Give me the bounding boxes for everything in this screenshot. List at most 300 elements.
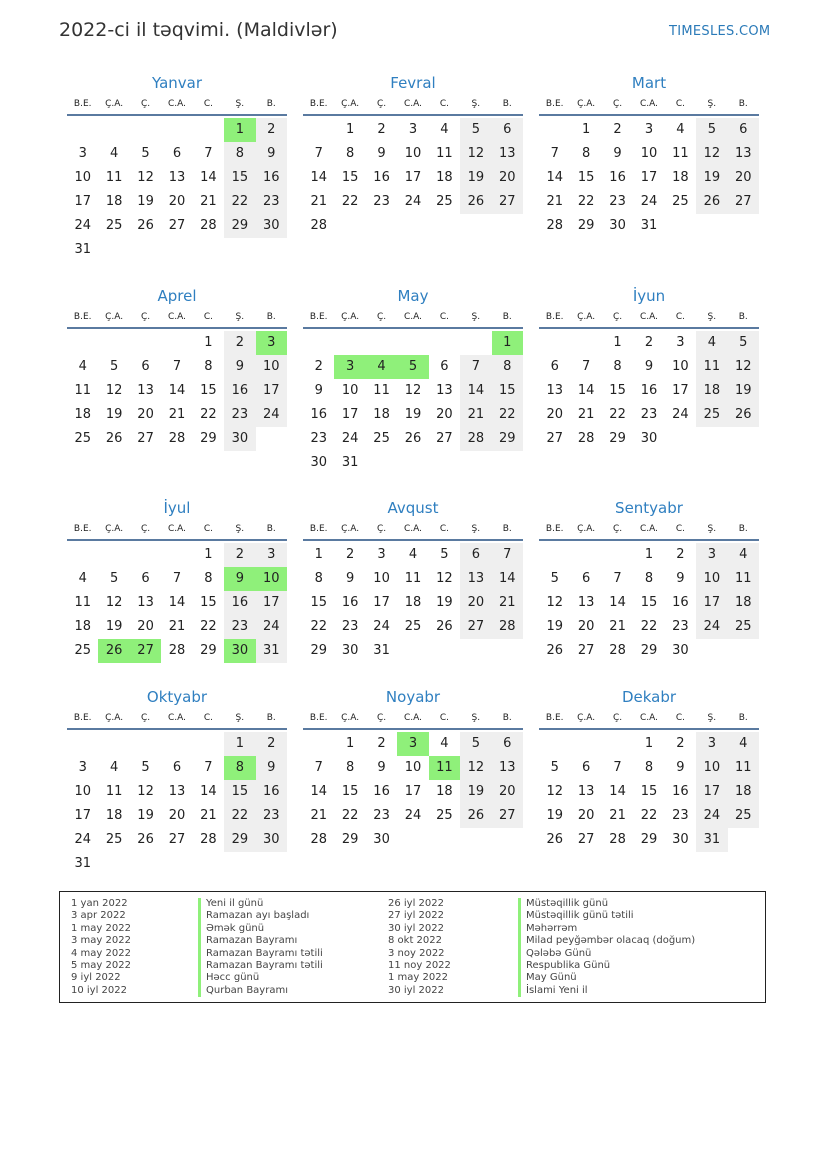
month-block	[539, 498, 759, 687]
day-cell: 4	[78, 571, 87, 586]
day-cell: 13	[168, 784, 186, 799]
day-cell: 9	[676, 571, 685, 586]
day-cell: 20	[492, 166, 523, 190]
day-cell: 14	[546, 170, 563, 185]
day-cell: 4	[440, 736, 449, 751]
day-cell: 12	[404, 383, 422, 398]
day-cell: 5	[550, 760, 559, 775]
day-cell: 22	[200, 407, 217, 422]
weekday-label: B.	[266, 312, 276, 322]
legend-holiday-name: Müstəqillik günü tətili	[518, 910, 695, 922]
header-rule	[67, 114, 287, 116]
day-cell: 16	[672, 784, 689, 799]
day-cell: 31	[74, 242, 91, 257]
legend-holiday-name: Ramazan Bayramı	[198, 935, 323, 947]
day-cell: 27	[546, 431, 563, 446]
day-cell: 23	[373, 194, 390, 209]
day-grid	[67, 331, 287, 475]
day-cell: 19	[137, 808, 154, 823]
weekday-label: C.A.	[639, 99, 658, 109]
day-cell: 2	[345, 547, 355, 562]
weekday-label: C.	[439, 99, 449, 109]
day-cell: 1	[345, 122, 355, 137]
holiday-day: 10	[256, 567, 287, 591]
day-cell: 4	[676, 122, 685, 137]
weekday-label: Ç.A.	[577, 99, 596, 109]
day-cell: 16	[310, 407, 327, 422]
weekday-header	[67, 522, 287, 536]
day-cell: 6	[440, 359, 449, 374]
day-cell: 23	[310, 431, 327, 446]
day-cell: 25	[696, 403, 727, 427]
day-cell: 26	[137, 832, 154, 847]
day-cell: 8	[345, 146, 355, 161]
day-cell: 26	[546, 832, 563, 847]
day-cell: 7	[460, 355, 491, 379]
day-cell: 14	[200, 170, 217, 185]
weekday-label: Ş.	[707, 524, 717, 534]
brand-link[interactable]: TIMESLES.COM	[669, 24, 771, 39]
legend-date: 30 iyl 2022	[388, 984, 445, 996]
day-cell: 31	[256, 639, 287, 663]
day-cell: 17	[672, 383, 689, 398]
weekday-label: Ş.	[471, 312, 481, 322]
day-cell: 29	[341, 832, 359, 847]
day-cell: 5	[460, 118, 491, 142]
day-cell: 14	[168, 595, 186, 610]
day-cell: 4	[696, 331, 727, 355]
day-cell: 7	[204, 146, 213, 161]
day-cell: 12	[460, 756, 491, 780]
holiday-day: 3	[334, 355, 365, 379]
day-cell: 20	[577, 619, 595, 634]
day-cell: 14	[168, 383, 186, 398]
day-cell: 22	[200, 619, 217, 634]
day-cell: 29	[609, 431, 626, 446]
day-cell: 28	[577, 431, 595, 446]
header-rule	[539, 114, 759, 116]
legend-date: 9 iyl 2022	[71, 972, 121, 984]
day-cell: 9	[345, 571, 355, 586]
day-cell: 20	[492, 780, 523, 804]
weekday-label: Ç.A.	[105, 99, 124, 109]
day-cell: 19	[105, 619, 123, 634]
day-cell: 11	[105, 784, 123, 799]
day-cell: 18	[696, 379, 727, 403]
holiday-day: 1	[224, 118, 255, 142]
day-grid	[303, 732, 523, 876]
weekday-label: C.A.	[403, 713, 422, 723]
month-name: Yanvar	[151, 74, 203, 92]
day-cell: 27	[492, 190, 523, 214]
day-cell: 12	[460, 142, 491, 166]
weekday-label: Ş.	[707, 713, 717, 723]
day-cell: 12	[105, 595, 123, 610]
weekday-label: C.A.	[167, 524, 186, 534]
day-cell: 7	[172, 359, 182, 374]
day-cell: 3	[78, 760, 87, 775]
day-cell: 14	[609, 784, 626, 799]
legend-holiday-name: Milad peyğəmbər olacaq (doğum)	[518, 935, 695, 947]
day-cell: 13	[168, 170, 186, 185]
day-cell: 7	[314, 146, 323, 161]
day-cell: 16	[224, 379, 255, 403]
header-rule	[67, 327, 287, 329]
legend-holiday-name: Müstəqillik günü	[518, 898, 695, 910]
day-cell: 25	[436, 808, 453, 823]
legend-date: 27 iyl 2022	[388, 910, 445, 922]
day-cell: 8	[581, 146, 591, 161]
day-cell: 9	[224, 355, 255, 379]
legend-holiday-name: May Günü	[518, 972, 695, 984]
weekday-label: Ş.	[235, 312, 245, 322]
month-block	[303, 286, 523, 475]
day-cell: 2	[676, 547, 685, 562]
weekday-label: C.	[675, 524, 685, 534]
day-cell: 11	[74, 383, 91, 398]
weekday-label: C.	[675, 713, 685, 723]
day-grid	[303, 118, 523, 262]
legend-date: 11 noy 2022	[388, 960, 451, 972]
weekday-label: Ş.	[471, 713, 481, 723]
weekday-label: C.A.	[167, 99, 186, 109]
holiday-day: 26	[98, 639, 129, 663]
legend-date: 1 yan 2022	[71, 898, 128, 909]
month-block	[539, 73, 759, 262]
weekday-label: B.E.	[309, 524, 328, 534]
day-cell: 23	[373, 808, 390, 823]
day-cell: 13	[137, 595, 154, 610]
day-cell: 29	[224, 214, 255, 238]
day-cell: 19	[404, 407, 422, 422]
weekday-header	[67, 97, 287, 111]
header-rule	[539, 327, 759, 329]
day-cell: 26	[460, 190, 491, 214]
weekday-label: Ş.	[235, 713, 245, 723]
day-cell: 21	[310, 808, 327, 823]
day-cell: 12	[105, 383, 123, 398]
legend-date: 4 may 2022	[71, 947, 131, 959]
day-cell: 19	[460, 780, 491, 804]
weekday-label: B.E.	[545, 713, 564, 723]
day-cell: 9	[644, 359, 654, 374]
day-cell: 10	[672, 359, 689, 374]
day-cell: 25	[404, 619, 422, 634]
day-cell: 20	[546, 407, 563, 422]
weekday-label: B.E.	[73, 99, 92, 109]
day-cell: 26	[137, 218, 154, 233]
legend-holiday-name: Qurban Bayramı	[198, 985, 323, 997]
day-cell: 18	[436, 170, 453, 185]
day-cell: 9	[676, 760, 685, 775]
day-cell: 2	[256, 732, 287, 756]
day-cell: 27	[168, 218, 186, 233]
day-cell: 15	[310, 595, 327, 610]
holiday-day: 11	[429, 756, 460, 780]
month-name: Mart	[631, 74, 667, 92]
day-cell: 4	[408, 547, 418, 562]
day-cell: 30	[609, 218, 626, 233]
weekday-label: C.	[439, 312, 449, 322]
day-cell: 30	[256, 214, 287, 238]
day-cell: 17	[404, 784, 422, 799]
day-cell: 2	[314, 359, 323, 374]
weekday-header	[303, 310, 523, 324]
day-cell: 22	[341, 808, 359, 823]
day-cell: 19	[728, 379, 759, 403]
day-cell: 20	[577, 808, 595, 823]
day-cell: 18	[436, 784, 453, 799]
day-cell: 2	[613, 122, 622, 137]
day-cell: 28	[609, 643, 626, 658]
month-block	[303, 73, 523, 262]
day-cell: 17	[341, 407, 359, 422]
weekday-label: Ç.	[612, 713, 623, 723]
day-cell: 3	[696, 543, 727, 567]
day-cell: 9	[314, 383, 323, 398]
day-cell: 28	[310, 218, 327, 233]
month-name: Aprel	[157, 287, 197, 305]
legend-names-col-2	[518, 898, 695, 997]
weekday-label: C.	[203, 312, 213, 322]
day-cell: 21	[546, 194, 563, 209]
day-cell: 9	[256, 756, 287, 780]
header-rule	[539, 728, 759, 730]
legend-holiday-name: Ramazan Bayramı tətili	[198, 948, 323, 960]
weekday-header	[539, 97, 759, 111]
day-cell: 1	[581, 122, 591, 137]
day-cell: 7	[613, 760, 622, 775]
day-cell: 18	[728, 780, 759, 804]
day-cell: 15	[640, 595, 658, 610]
day-cell: 30	[640, 431, 658, 446]
day-cell: 27	[492, 804, 523, 828]
weekday-label: Ş.	[471, 99, 481, 109]
day-cell: 2	[644, 335, 654, 350]
day-cell: 25	[373, 431, 390, 446]
weekday-header	[303, 711, 523, 725]
day-cell: 17	[640, 170, 658, 185]
day-cell: 27	[168, 832, 186, 847]
weekday-label: Ç.	[140, 713, 151, 723]
day-cell: 21	[310, 194, 327, 209]
weekday-label: B.	[266, 713, 276, 723]
month-name: Avqust	[387, 499, 439, 517]
weekday-label: Ç.A.	[341, 713, 360, 723]
day-cell: 28	[609, 832, 626, 847]
day-cell: 3	[408, 122, 418, 137]
day-cell: 18	[74, 407, 91, 422]
weekday-label: C.A.	[639, 713, 658, 723]
day-grid	[67, 543, 287, 687]
day-cell: 1	[345, 736, 355, 751]
day-cell: 6	[581, 571, 591, 586]
weekday-label: C.A.	[167, 312, 186, 322]
day-cell: 24	[256, 615, 287, 639]
weekday-label: C.	[439, 524, 449, 534]
day-cell: 13	[460, 567, 491, 591]
day-cell: 26	[436, 619, 453, 634]
day-cell: 5	[696, 118, 727, 142]
day-cell: 12	[137, 170, 154, 185]
day-cell: 10	[373, 571, 390, 586]
weekday-label: B.	[266, 99, 276, 109]
legend-names-col-1	[198, 898, 323, 997]
month-name: Dekabr	[621, 688, 677, 706]
day-cell: 26	[728, 403, 759, 427]
day-cell: 30	[341, 643, 359, 658]
day-cell: 20	[168, 808, 186, 823]
weekday-label: Ş.	[235, 99, 245, 109]
day-grid	[67, 118, 287, 262]
day-cell: 8	[204, 571, 213, 586]
legend-date: 1 may 2022	[71, 922, 131, 934]
day-cell: 23	[256, 190, 287, 214]
weekday-label: C.A.	[403, 524, 422, 534]
month-block	[303, 498, 523, 687]
holiday-day: 30	[224, 639, 255, 663]
day-cell: 30	[256, 828, 287, 852]
day-cell: 18	[74, 619, 91, 634]
day-cell: 13	[436, 383, 453, 398]
weekday-label: Ç.	[140, 99, 151, 109]
day-cell: 28	[168, 643, 186, 658]
day-cell: 5	[460, 732, 491, 756]
day-cell: 11	[672, 146, 689, 161]
day-cell: 31	[373, 643, 390, 658]
day-cell: 7	[613, 571, 622, 586]
legend-date: 3 apr 2022	[71, 910, 126, 922]
legend-holiday-name: İslami Yeni il	[518, 985, 695, 997]
day-cell: 9	[256, 142, 287, 166]
day-cell: 2	[676, 736, 685, 751]
day-cell: 13	[577, 784, 595, 799]
weekday-label: Ç.A.	[341, 312, 360, 322]
weekday-label: C.	[675, 99, 685, 109]
weekday-label: Ç.A.	[105, 713, 124, 723]
day-cell: 28	[310, 832, 327, 847]
day-cell: 29	[577, 218, 595, 233]
holiday-day: 8	[224, 756, 255, 780]
day-cell: 22	[224, 804, 255, 828]
legend-holiday-name: Məhərrəm	[518, 923, 695, 935]
weekday-label: Ç.	[376, 524, 387, 534]
day-cell: 23	[341, 619, 359, 634]
day-cell: 25	[105, 832, 123, 847]
day-cell: 7	[204, 760, 213, 775]
day-cell: 2	[377, 122, 386, 137]
day-cell: 21	[168, 619, 186, 634]
day-cell: 21	[200, 194, 217, 209]
day-cell: 31	[341, 455, 359, 470]
weekday-label: B.E.	[73, 312, 92, 322]
day-cell: 18	[373, 407, 390, 422]
weekday-label: C.A.	[639, 312, 658, 322]
legend-dates-col-1	[71, 898, 131, 997]
day-cell: 1	[644, 547, 654, 562]
day-cell: 24	[696, 615, 727, 639]
header-rule	[67, 539, 287, 541]
legend-date: 10 iyl 2022	[71, 984, 128, 996]
day-cell: 30	[672, 832, 689, 847]
page-title: 2022-ci il təqvimi. (Maldivlər)	[59, 19, 338, 41]
weekday-label: C.	[675, 312, 685, 322]
day-grid	[67, 732, 287, 876]
weekday-label: Ç.	[376, 713, 387, 723]
day-cell: 23	[224, 615, 255, 639]
day-cell: 7	[172, 571, 182, 586]
legend-holiday-name: Ramazan ayı başladı	[198, 910, 323, 922]
day-cell: 20	[137, 619, 154, 634]
day-cell: 8	[204, 359, 213, 374]
weekday-label: B.	[502, 99, 512, 109]
day-cell: 9	[613, 146, 622, 161]
day-cell: 3	[696, 732, 727, 756]
day-cell: 24	[672, 407, 689, 422]
day-cell: 23	[224, 403, 255, 427]
weekday-label: Ç.A.	[577, 312, 596, 322]
day-cell: 5	[141, 146, 150, 161]
day-cell: 14	[609, 595, 626, 610]
day-cell: 27	[460, 615, 491, 639]
day-cell: 19	[137, 194, 154, 209]
day-cell: 29	[200, 431, 217, 446]
day-cell: 28	[168, 431, 186, 446]
day-cell: 16	[256, 166, 287, 190]
day-cell: 14	[577, 383, 595, 398]
day-cell: 23	[672, 808, 689, 823]
header-rule	[303, 327, 523, 329]
day-cell: 30	[310, 455, 327, 470]
day-cell: 23	[640, 407, 658, 422]
weekday-label: Ç.A.	[341, 99, 360, 109]
day-cell: 17	[256, 591, 287, 615]
day-cell: 29	[224, 828, 255, 852]
day-cell: 14	[492, 567, 523, 591]
day-cell: 25	[672, 194, 689, 209]
day-cell: 30	[672, 643, 689, 658]
day-cell: 24	[404, 808, 422, 823]
holiday-day: 9	[224, 567, 255, 591]
day-cell: 14	[310, 170, 327, 185]
weekday-label: Ç.	[612, 312, 623, 322]
weekday-header	[539, 310, 759, 324]
weekday-label: Ç.A.	[105, 312, 124, 322]
weekday-label: B.	[738, 312, 748, 322]
day-cell: 4	[109, 146, 119, 161]
day-cell: 15	[577, 170, 595, 185]
header-rule	[539, 539, 759, 541]
weekday-label: B.E.	[309, 99, 328, 109]
day-cell: 11	[728, 567, 759, 591]
day-cell: 27	[436, 431, 453, 446]
month-name: İyun	[632, 287, 666, 305]
day-cell: 3	[676, 335, 685, 350]
day-cell: 22	[224, 190, 255, 214]
day-cell: 9	[377, 146, 386, 161]
day-cell: 6	[492, 118, 523, 142]
weekday-label: B.E.	[73, 524, 92, 534]
day-cell: 29	[492, 427, 523, 451]
weekday-label: C.	[203, 99, 213, 109]
day-cell: 4	[109, 760, 119, 775]
day-cell: 25	[436, 194, 453, 209]
day-cell: 6	[172, 760, 182, 775]
header-rule	[67, 728, 287, 730]
weekday-label: C.A.	[167, 713, 186, 723]
day-cell: 12	[728, 355, 759, 379]
day-cell: 7	[314, 760, 323, 775]
